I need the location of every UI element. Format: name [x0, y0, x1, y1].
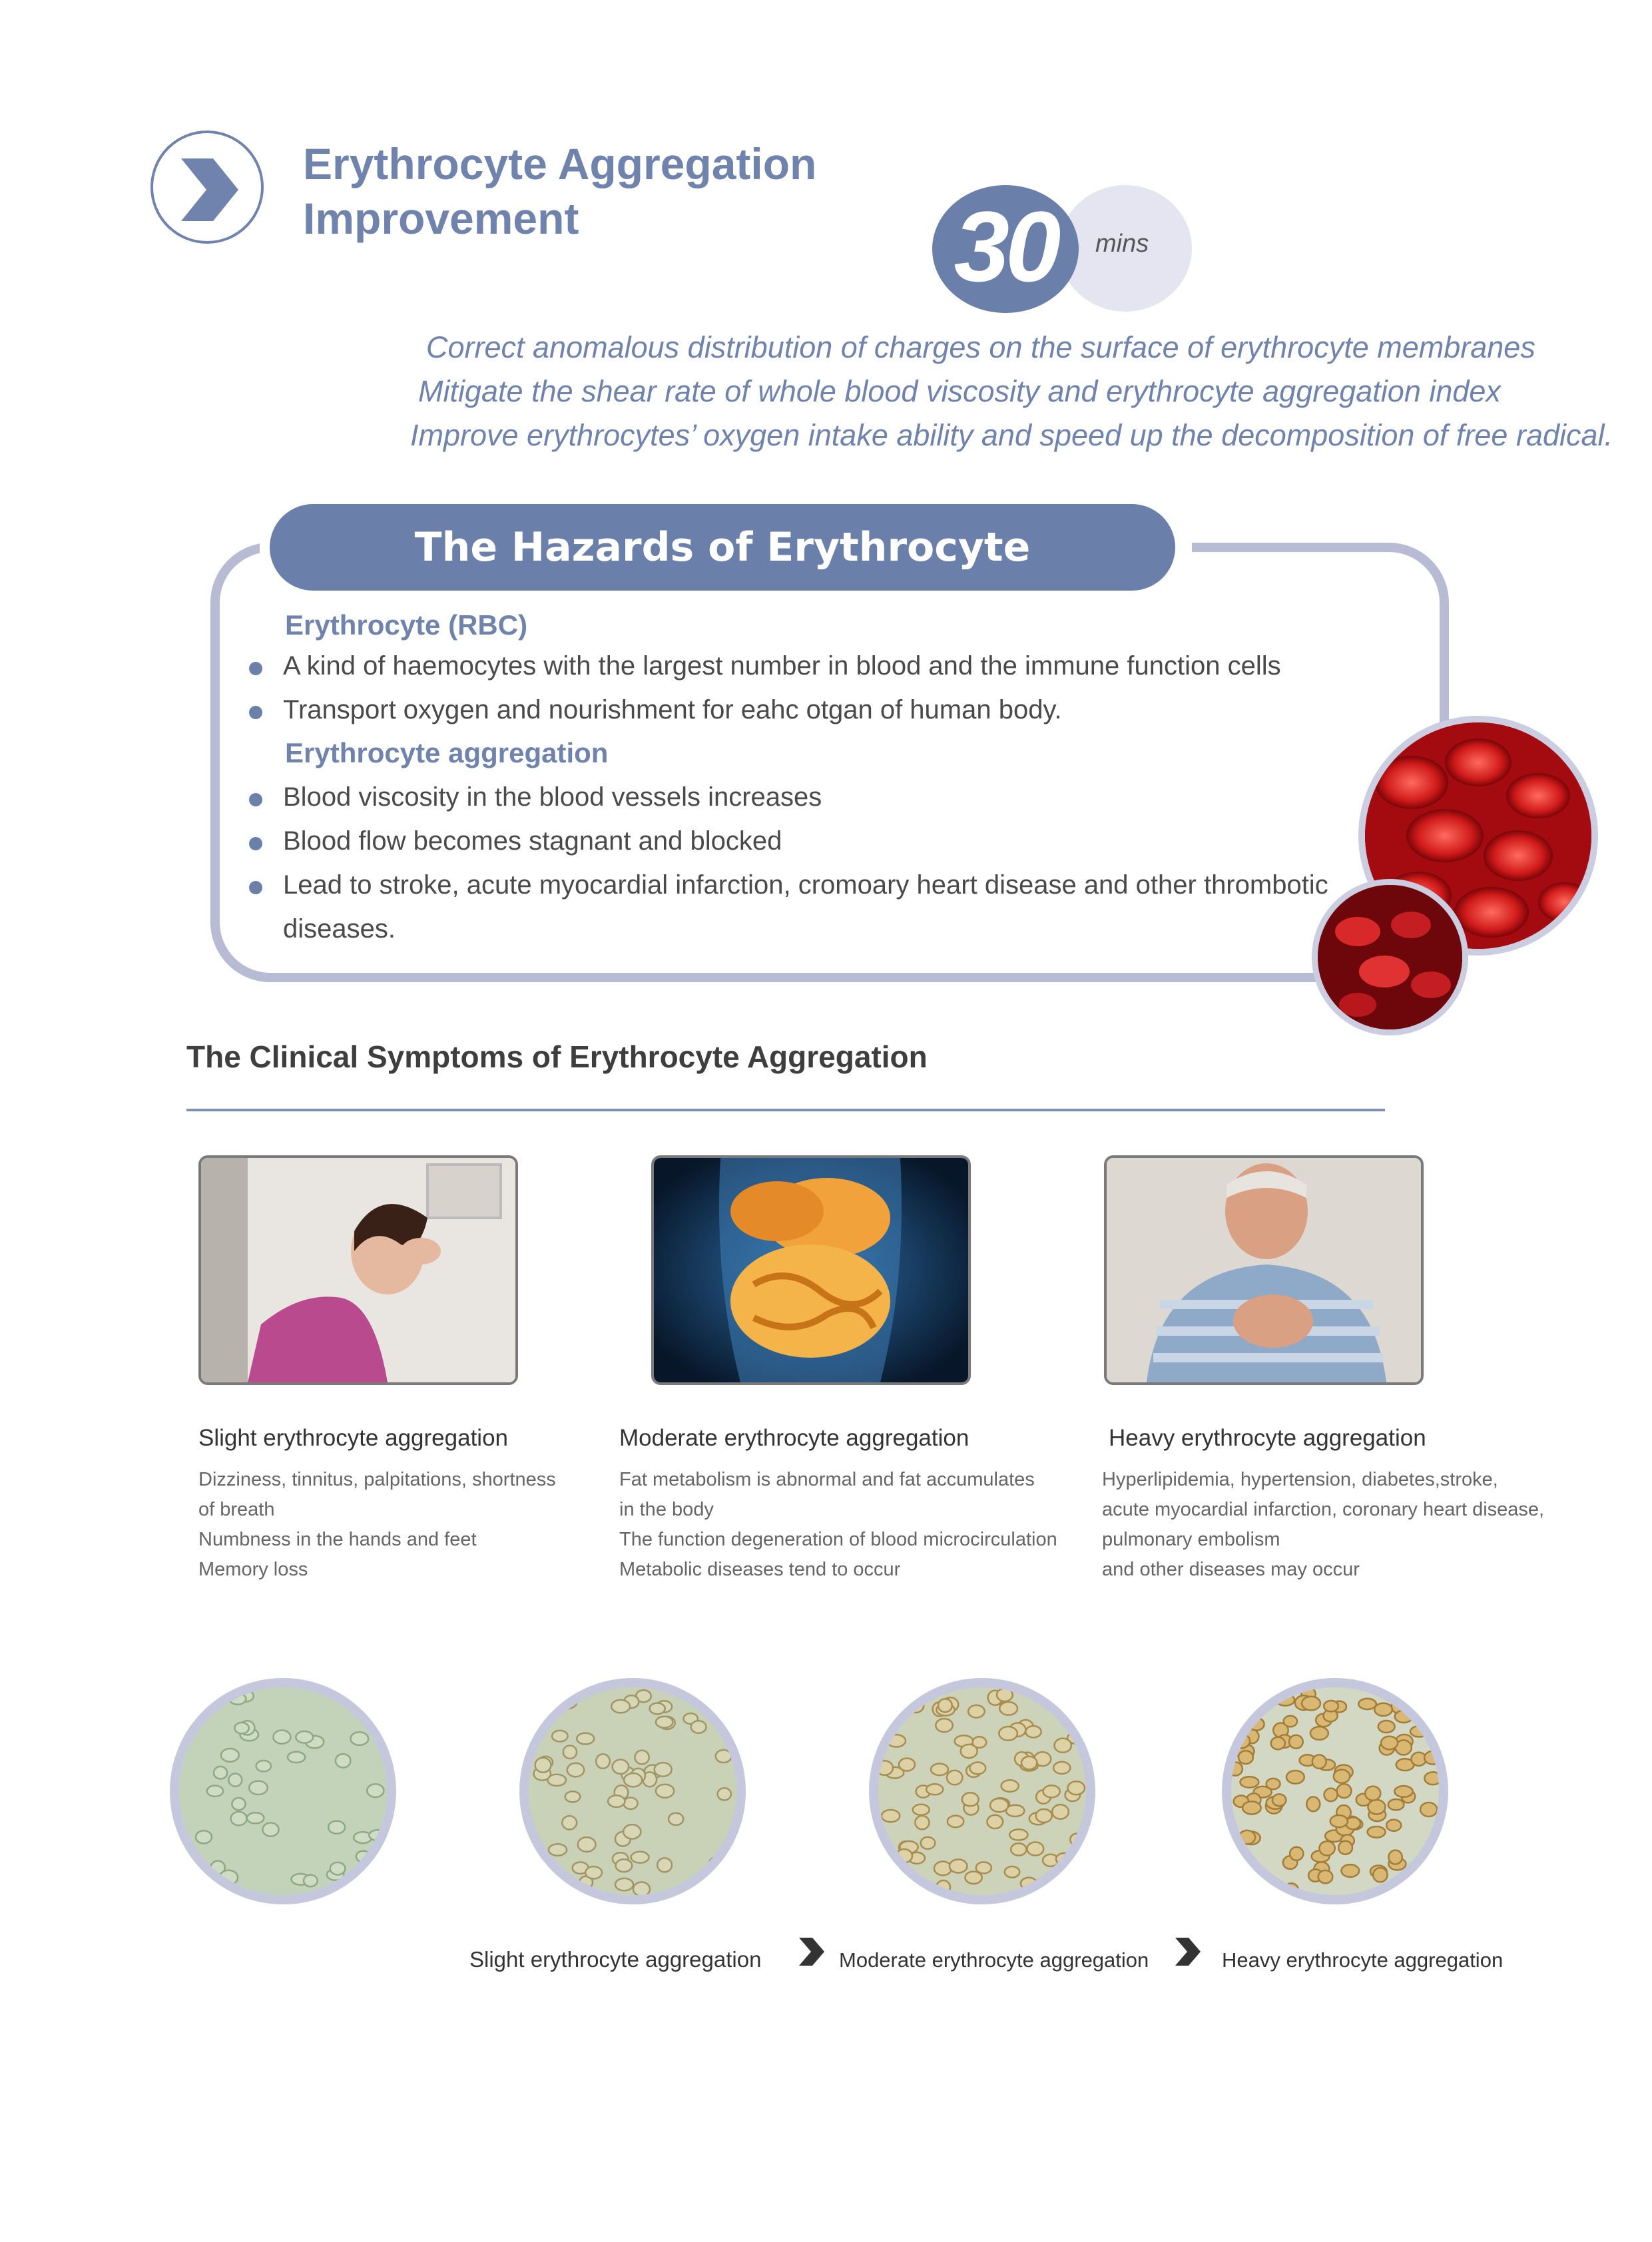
cell-mark	[1410, 1726, 1428, 1737]
cell-mark	[1388, 1850, 1402, 1864]
cell-mark	[559, 1882, 575, 1894]
cell-mark	[352, 1872, 367, 1884]
rbc-point-2: Transport oxygen and nourishment for eahc otgan of human body.	[283, 695, 1062, 724]
symptom-line: acute myocardial infarction, coronary heart disease,	[1102, 1499, 1545, 1520]
cell-mark	[969, 1763, 985, 1775]
benefit-line-1: Correct anomalous distribution of charges on the surface of erythrocyte membranes	[426, 330, 1535, 364]
cell-mark	[1052, 1805, 1069, 1819]
cell-mark	[1231, 1734, 1242, 1745]
cell-mark	[273, 1731, 290, 1744]
cell-mark	[936, 1719, 952, 1732]
cell-mark	[657, 1858, 672, 1872]
cell-mark	[549, 1844, 567, 1856]
cell-mark	[367, 1784, 384, 1797]
cell-mark	[931, 1764, 948, 1776]
cell-mark	[882, 1705, 900, 1719]
chevron-right-icon	[1175, 1938, 1201, 1966]
cell-mark	[1043, 1785, 1060, 1797]
cell-mark	[304, 1875, 318, 1887]
blood-vessel-image	[1312, 879, 1468, 1035]
cell-mark	[1071, 1703, 1086, 1717]
cell-mark	[328, 1821, 345, 1834]
cell-mark	[596, 1754, 610, 1769]
cell-mark	[247, 1813, 264, 1823]
cell-mark	[965, 1872, 982, 1884]
cell-mark	[1011, 1843, 1026, 1855]
cell-mark	[1368, 1826, 1386, 1838]
cell-mark	[1310, 1727, 1328, 1740]
cell-mark	[896, 1849, 912, 1862]
stage-label-slight: Slight erythrocyte aggregation	[469, 1947, 762, 1972]
cell-mark	[288, 1752, 305, 1763]
cell-mark	[1337, 1784, 1352, 1798]
cell-mark	[1388, 1799, 1404, 1810]
digestive-organs-image	[651, 1155, 971, 1385]
cell-mark	[921, 1837, 936, 1849]
cell-mark	[1009, 1829, 1027, 1840]
cell-mark	[214, 1767, 227, 1779]
cell-mark	[1242, 1801, 1261, 1814]
cell-mark	[1271, 1737, 1285, 1750]
cell-mark	[631, 1852, 649, 1863]
cell-mark	[885, 1877, 900, 1888]
cell-mark	[1021, 1757, 1037, 1770]
cell-mark	[878, 1689, 892, 1701]
cell-mark	[529, 1715, 547, 1729]
cell-mark	[908, 1699, 924, 1713]
cell-mark	[1021, 1878, 1037, 1890]
aggregation-point-3: Lead to stroke, acute myocardial infarction, cromoary heart disease and other thrombotic	[283, 870, 1328, 900]
cell-mark	[899, 1759, 915, 1771]
cell-mark	[999, 1702, 1017, 1715]
cell-mark	[1233, 1734, 1250, 1748]
cell-mark	[615, 1878, 633, 1890]
cell-mark	[232, 1798, 245, 1810]
cell-mark	[262, 1823, 278, 1836]
cell-mark	[962, 1793, 979, 1806]
cell-mark	[961, 1745, 977, 1758]
cell-mark	[1302, 1697, 1320, 1711]
cell-mark	[578, 1837, 596, 1852]
cell-mark	[296, 1731, 313, 1743]
cell-mark	[655, 1763, 672, 1777]
cell-mark	[230, 1693, 246, 1705]
chevron-badge	[150, 131, 264, 244]
cell-mark	[1341, 1864, 1359, 1877]
cell-mark	[990, 1799, 1008, 1812]
cell-mark	[559, 1694, 577, 1709]
cell-mark	[669, 1813, 683, 1825]
cell-mark	[1249, 1718, 1264, 1730]
cell-mark	[1386, 1820, 1401, 1831]
cell-mark	[565, 1791, 581, 1802]
cell-mark	[968, 1705, 985, 1718]
cell-mark	[249, 1781, 268, 1795]
cell-mark	[256, 1761, 271, 1771]
page-title	[303, 137, 816, 246]
cell-mark	[938, 1699, 952, 1712]
cell-mark	[623, 1824, 641, 1838]
cell-mark	[633, 1882, 650, 1896]
cell-mark	[559, 1693, 573, 1704]
cell-mark	[718, 1788, 731, 1800]
cell-mark	[336, 1754, 351, 1767]
title-line-2: Improvement	[303, 194, 579, 243]
cell-mark	[913, 1805, 930, 1815]
cell-mark	[1001, 1780, 1019, 1792]
clinical-title: The Clinical Symptoms of Erythrocyte Aggregation	[186, 1039, 928, 1074]
cell-mark	[1289, 1735, 1303, 1749]
dizzy-woman-photo	[198, 1155, 518, 1385]
cell-mark	[1260, 1690, 1276, 1704]
microscope-moderate-aggregation	[869, 1678, 1095, 1904]
cell-mark	[351, 1732, 369, 1745]
microscope-heavy-aggregation	[1222, 1678, 1448, 1904]
cell-mark	[1319, 1841, 1334, 1855]
symptom-line: Dizziness, tinnitus, palpitations, shortness	[198, 1469, 556, 1490]
cell-mark	[220, 1870, 238, 1885]
cell-mark	[947, 1771, 962, 1785]
cell-mark	[356, 1851, 370, 1862]
hazards-title: The Hazards of Erythrocyte Aggregation	[414, 524, 1031, 657]
cell-mark	[369, 1830, 387, 1840]
symptom-title-moderate: Moderate erythrocyte aggregation	[619, 1425, 969, 1451]
symptom-line: and other diseases may occur	[1102, 1559, 1360, 1580]
cell-mark	[616, 1859, 633, 1872]
title-line-1: Erythrocyte Aggregation	[303, 139, 817, 188]
cell-mark	[691, 1721, 706, 1733]
symptom-line: pulmonary embolism	[1102, 1529, 1280, 1550]
cell-mark	[987, 1815, 1003, 1828]
cell-mark	[650, 1703, 665, 1715]
cell-mark	[179, 1704, 190, 1717]
cell-mark	[611, 1700, 630, 1713]
cell-mark	[1231, 1762, 1242, 1775]
cell-mark	[997, 1689, 1013, 1701]
benefit-line-3: Improve erythrocytes’ oxygen intake ability and speed up the decomposition of free radical.	[410, 418, 1613, 452]
microscope-slight-aggregation	[519, 1678, 746, 1904]
cell-mark	[926, 1784, 943, 1795]
cell-mark	[948, 1816, 964, 1828]
chevron-right-icon	[181, 158, 238, 221]
symptom-title-slight: Slight erythrocyte aggregation	[198, 1425, 508, 1451]
cell-mark	[656, 1717, 673, 1728]
symptom-line: in the body	[619, 1499, 714, 1520]
cell-mark	[1284, 1716, 1297, 1727]
cell-mark	[1381, 1737, 1398, 1750]
cell-mark	[1399, 1873, 1416, 1885]
cell-mark	[950, 1859, 967, 1872]
cell-mark	[1053, 1762, 1070, 1774]
bullet-dot	[249, 706, 262, 719]
cell-mark	[1005, 1866, 1019, 1878]
cell-mark	[1318, 1870, 1333, 1883]
cell-mark	[1240, 1777, 1259, 1787]
cell-mark	[563, 1745, 577, 1759]
cell-mark	[1424, 1751, 1439, 1765]
symptom-line: Hyperlipidemia, hypertension, diabetes,stroke,	[1102, 1469, 1498, 1490]
cell-mark	[1074, 1876, 1086, 1890]
cell-mark	[1378, 1721, 1395, 1733]
cell-mark	[221, 1749, 239, 1762]
cell-mark	[1373, 1868, 1387, 1882]
symptom-list-moderate	[619, 1465, 1057, 1585]
cell-mark	[207, 1786, 223, 1797]
bullet-dot	[249, 793, 262, 806]
cell-mark	[934, 1862, 952, 1876]
cell-mark	[1239, 1830, 1255, 1844]
symptom-line: Fat metabolism is abnormal and fat accumulates	[619, 1469, 1035, 1490]
cell-mark	[1276, 1695, 1294, 1706]
cell-mark	[878, 1761, 893, 1775]
cell-mark	[1272, 1794, 1286, 1806]
section-divider	[186, 1109, 1385, 1111]
cell-mark	[234, 1723, 248, 1734]
cell-mark	[1237, 1713, 1253, 1727]
stage-label-heavy: Heavy erythrocyte aggregation	[1222, 1948, 1504, 1972]
cell-mark	[656, 1785, 674, 1798]
cell-mark	[878, 1704, 890, 1715]
symptom-line: The function degeneration of blood microcirculation	[619, 1529, 1057, 1550]
cell-mark	[1422, 1856, 1438, 1870]
cell-mark	[562, 1816, 577, 1829]
cell-mark	[535, 1758, 551, 1773]
cell-mark	[999, 1727, 1017, 1741]
cell-mark	[1306, 1797, 1320, 1811]
cell-mark	[882, 1810, 900, 1822]
cell-mark	[577, 1733, 594, 1745]
microscope-normal-cells	[170, 1678, 396, 1904]
stage-label-moderate: Moderate erythrocyte aggregation	[839, 1948, 1149, 1972]
cell-mark	[1374, 1703, 1392, 1716]
cell-mark	[608, 1795, 625, 1807]
cell-mark	[188, 1873, 204, 1887]
symptom-line: Metabolic diseases tend to occur	[619, 1559, 901, 1580]
cell-mark	[1312, 1755, 1326, 1769]
cell-mark	[192, 1705, 207, 1718]
cell-mark	[624, 1798, 638, 1809]
cell-mark	[716, 1750, 732, 1763]
cell-mark	[1358, 1699, 1376, 1709]
cell-mark	[1324, 1789, 1338, 1802]
cell-mark	[613, 1760, 629, 1774]
cell-mark	[709, 1856, 726, 1870]
cell-mark	[362, 1868, 378, 1879]
cell-mark	[1420, 1803, 1437, 1817]
cell-mark	[1029, 1687, 1042, 1700]
cell-mark	[1070, 1834, 1083, 1846]
duration-unit: mins	[1095, 230, 1149, 258]
bullet-dot	[249, 881, 262, 894]
symptom-line: Numbness in the hands and feet	[198, 1529, 477, 1550]
cell-mark	[1324, 1701, 1338, 1711]
cell-mark	[1395, 1711, 1413, 1723]
cell-mark	[196, 1830, 212, 1843]
cell-mark	[330, 1862, 346, 1875]
symptom-title-heavy: Heavy erythrocyte aggregation	[1109, 1425, 1426, 1451]
cell-mark	[1036, 1809, 1052, 1822]
symptom-line: of breath	[198, 1499, 275, 1520]
cell-mark	[231, 1812, 247, 1825]
cell-mark	[1068, 1781, 1085, 1795]
cell-mark	[1425, 1856, 1439, 1871]
cell-mark	[567, 1763, 584, 1777]
rbc-heading: Erythrocyte (RBC)	[285, 609, 528, 641]
cell-mark	[624, 1773, 642, 1787]
aggregation-point-1: Blood viscosity in the blood vessels increases	[283, 782, 822, 812]
cell-mark	[1334, 1770, 1350, 1783]
chevron-right-icon	[799, 1938, 824, 1966]
cell-mark	[585, 1866, 602, 1878]
symptom-list-slight	[198, 1465, 556, 1585]
cell-mark	[1237, 1881, 1253, 1892]
cell-mark	[552, 1731, 568, 1742]
aggregation-point-3-wrap: diseases.	[283, 914, 396, 944]
cell-mark	[1239, 1751, 1253, 1764]
symptom-line: Memory loss	[198, 1559, 308, 1580]
cell-mark	[1394, 1786, 1412, 1797]
cell-mark	[1365, 1787, 1380, 1801]
rbc-point-1: A kind of haemocytes with the largest number in blood and the immune function cells	[283, 651, 1281, 681]
benefit-line-2: Mitigate the shear rate of whole blood viscosity and erythrocyte aggregation index	[418, 374, 1501, 408]
cell-mark	[915, 1816, 929, 1829]
symptom-list-heavy	[1102, 1465, 1544, 1585]
cell-mark	[1424, 1772, 1439, 1785]
cell-mark	[1027, 1842, 1044, 1856]
cell-mark	[887, 1735, 906, 1747]
cell-mark	[1056, 1853, 1073, 1865]
cell-mark	[1266, 1779, 1280, 1789]
cell-mark	[1330, 1815, 1348, 1827]
cell-mark	[1338, 1841, 1352, 1854]
cell-mark	[1055, 1739, 1071, 1753]
cell-mark	[1290, 1847, 1303, 1860]
cell-mark	[910, 1694, 925, 1705]
chest-pain-man-photo	[1104, 1155, 1424, 1385]
cell-mark	[635, 1751, 649, 1765]
cell-mark	[1286, 1771, 1304, 1784]
bullet-dot	[249, 662, 262, 675]
cell-mark	[1284, 1883, 1298, 1895]
duration-value: 30	[954, 190, 1057, 302]
aggregation-heading: Erythrocyte aggregation	[285, 737, 609, 768]
cell-mark	[541, 1862, 555, 1872]
aggregation-point-2: Blood flow becomes stagnant and blocked	[283, 826, 782, 856]
bullet-dot	[249, 837, 262, 850]
cell-mark	[936, 1880, 950, 1894]
cell-mark	[1237, 1693, 1252, 1707]
cell-mark	[228, 1774, 242, 1787]
cell-mark	[1025, 1726, 1041, 1737]
